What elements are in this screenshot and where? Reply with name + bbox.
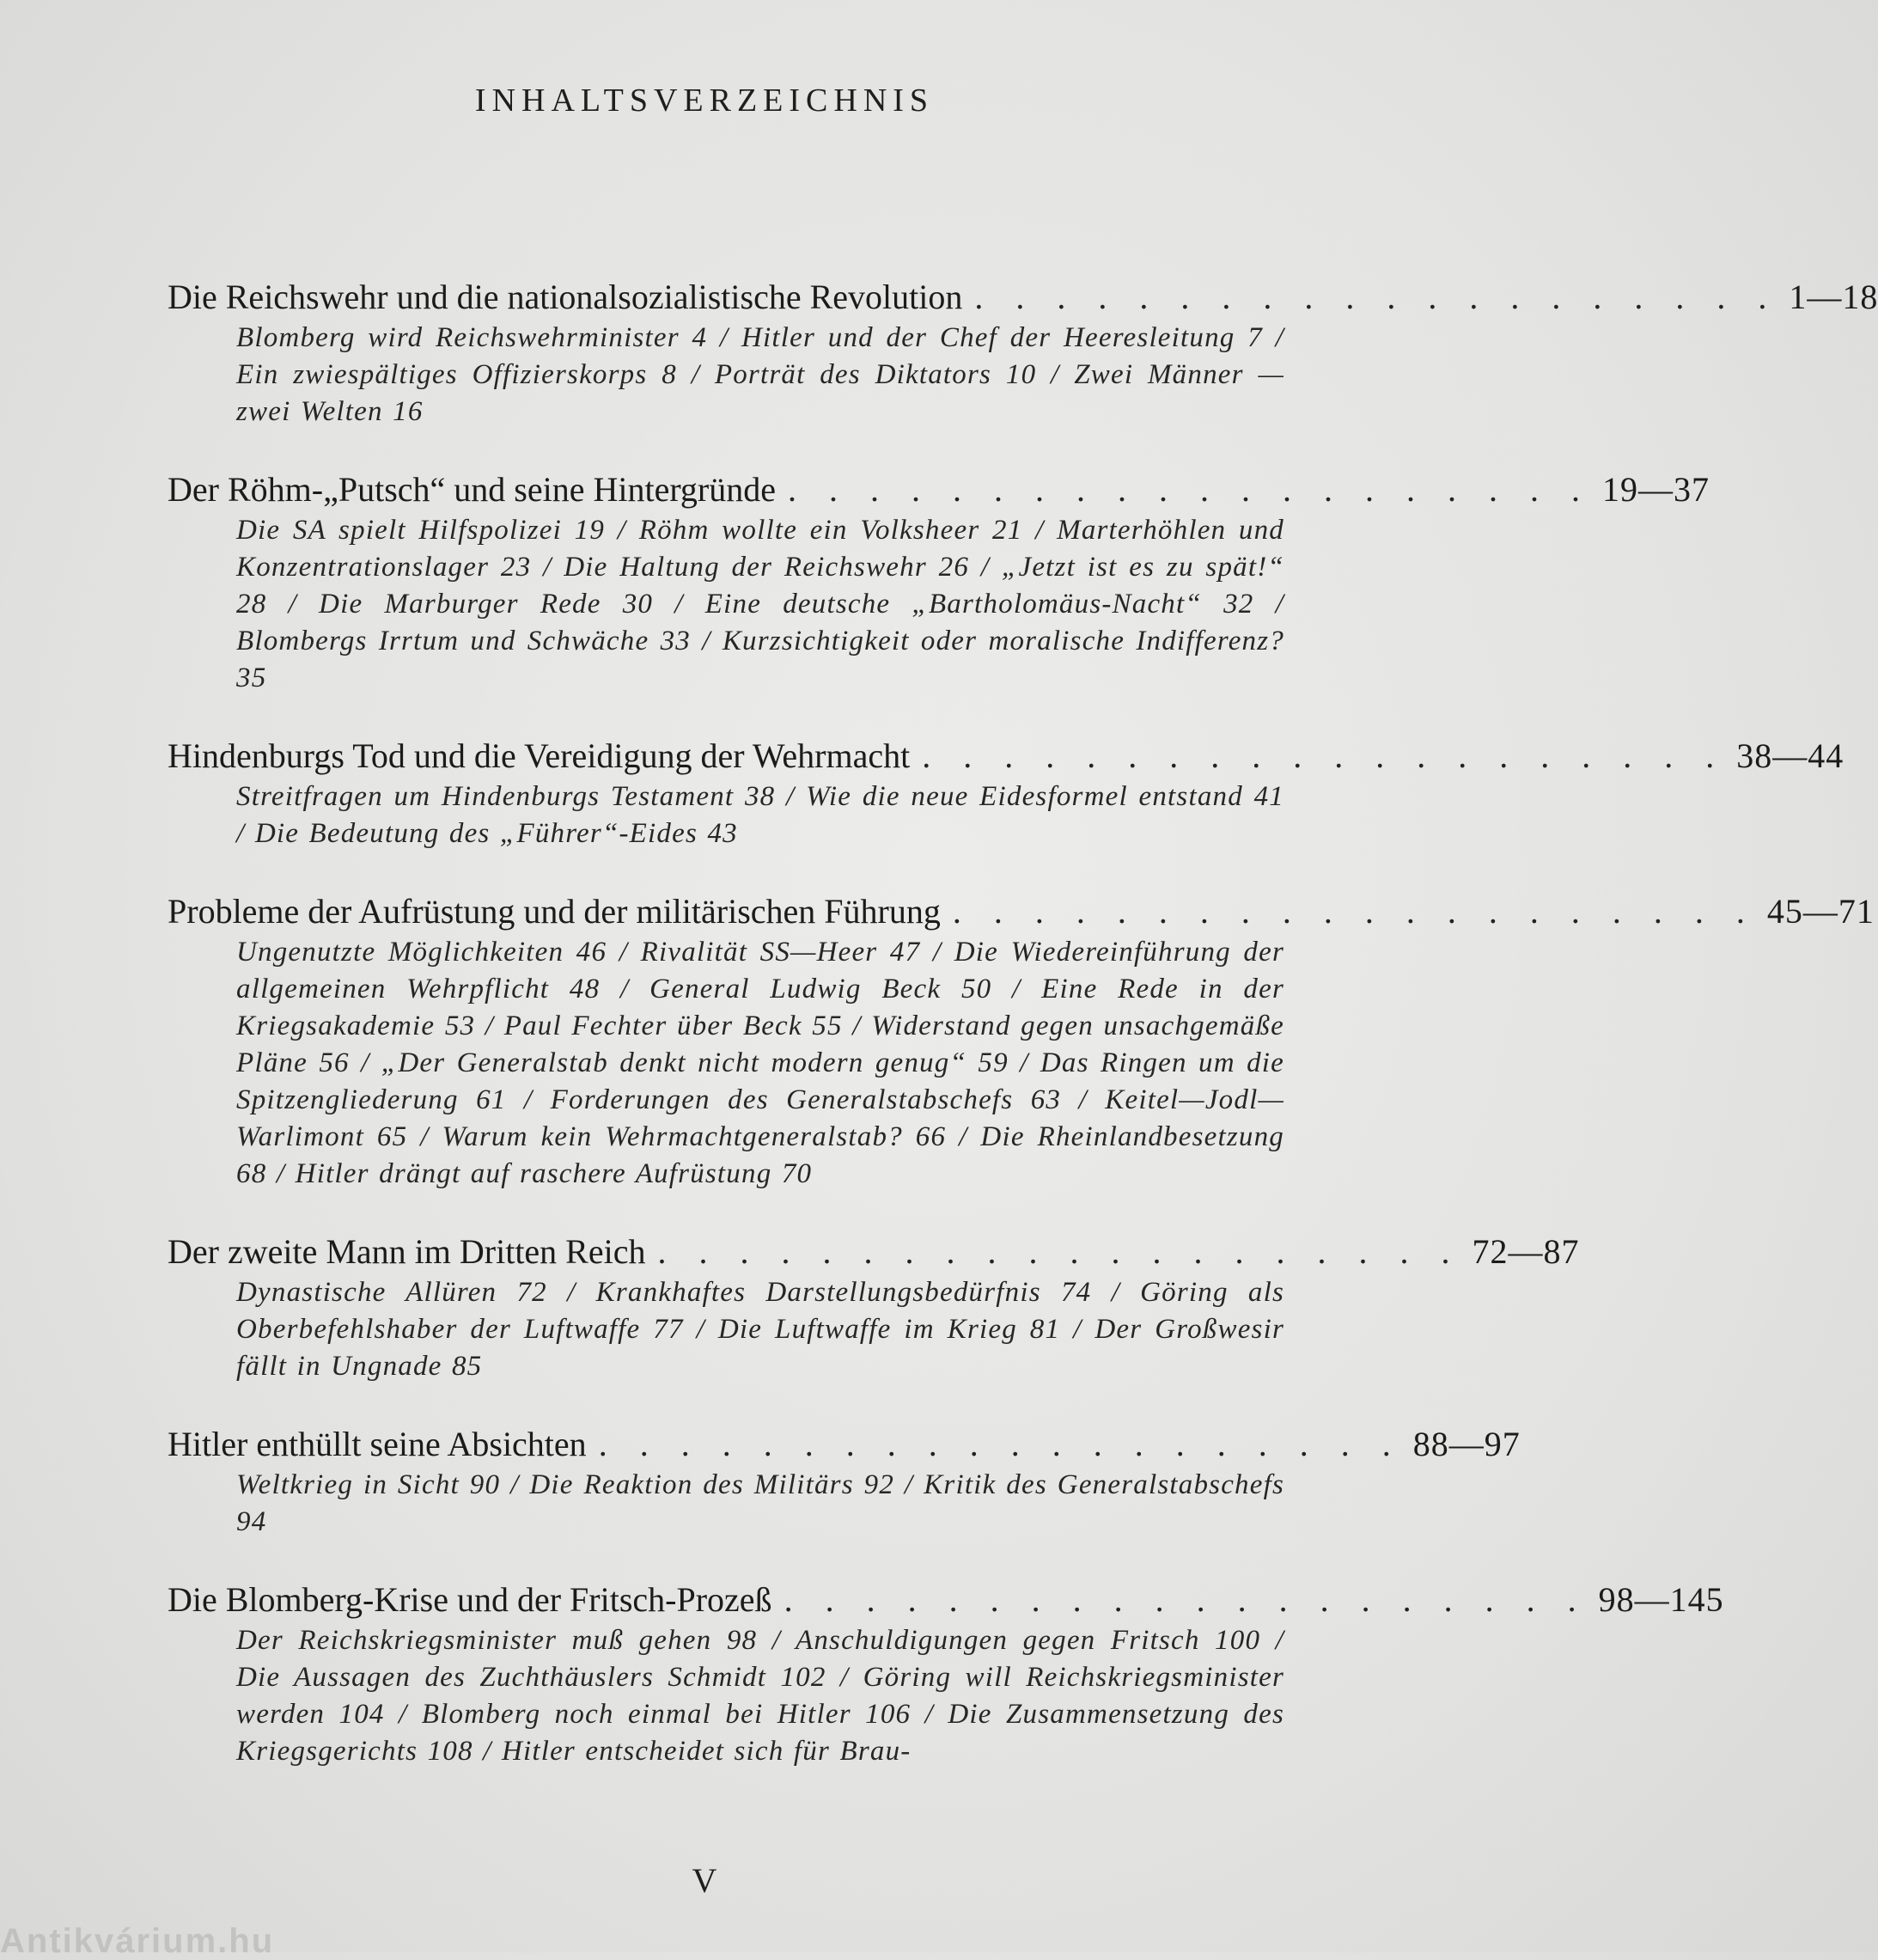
dot-leader: . . . . . . . . . . . . . . . . . . . . <box>657 1232 1462 1271</box>
chapter-title: Probleme der Aufrüstung und der militärischen Führung <box>168 892 941 931</box>
chapter-page-range: 98—145 <box>1598 1580 1724 1619</box>
chapter-subentries: Ungenutzte Möglichkeiten 46 / Rivalität SS—Heer 47 / Die Wiedereinführung der allgemeinen Wehrpflicht 48 / General Ludwig Beck 50 / Eine Rede in der Kriegsakademie 53 / Paul Fechter über Beck 55 / Widerstand gegen unsachgemäße Pläne 56 / „Der Generalstab denkt nicht modern genug“ 59 / Das Ringen um die Spitzengliederung 61 / Forderungen des Generalstabschefs 63 / Keitel—Jodl—Warlimont 65 / Warum kein Wehrmachtgeneralstab? 66 / Die Rheinlandbesetzung 68 / Hitler drängt auf raschere Aufrüstung 70 <box>236 937 1284 1189</box>
chapter-line <box>168 1230 1580 1274</box>
chapter-page-range: 72—87 <box>1472 1232 1580 1271</box>
chapter-page-range: 1—18 <box>1789 278 1878 316</box>
chapter-page-range: 45—71 <box>1766 892 1875 931</box>
chapter-line <box>168 1578 1724 1622</box>
toc-chapter-1 <box>168 275 1878 430</box>
chapter-line <box>168 889 1875 934</box>
toc-chapter-4 <box>168 889 1875 1193</box>
chapter-subentries: Dynastische Allüren 72 / Krankhaftes Darstellungsbedürfnis 74 / Göring als Oberbefehlshaber der Luftwaffe 77 / Die Luftwaffe im Krieg 81 / Der Großwesir fällt in Ungnade 85 <box>236 1277 1284 1382</box>
dot-leader: . . . . . . . . . . . . . . . . . . . . <box>784 1580 1588 1619</box>
dot-leader: . . . . . . . . . . . . . . . . . . . . <box>974 278 1779 316</box>
chapter-page-range: 19—37 <box>1602 470 1710 509</box>
toc-chapter-2 <box>168 467 1710 697</box>
dot-leader: . . . . . . . . . . . . . . . . . . . . <box>922 736 1727 775</box>
chapter-title: Hindenburgs Tod und die Vereidigung der Wehrmacht <box>168 736 911 775</box>
chapter-subentries: Die SA spielt Hilfspolizei 19 / Röhm wollte ein Volksheer 21 / Marterhöhlen und Konzentrationslager 23 / Die Haltung der Reichswehr 26 / „Jetzt ist es zu spät!“ 28 / Die Marburger Rede 30 / Eine deutsche „Bartholomäus-Nacht“ 32 / Blombergs Irrtum und Schwäche 33 / Kurzsichtigkeit oder moralische Indifferenz? 35 <box>236 515 1284 693</box>
toc-chapter-5 <box>168 1230 1580 1385</box>
chapter-line <box>168 734 1844 779</box>
page-heading: INHALTSVERZEICHNIS <box>474 82 935 119</box>
dot-leader: . . . . . . . . . . . . . . . . . . . . <box>952 892 1757 931</box>
chapter-subentries: Weltkrieg in Sicht 90 / Die Reaktion des Militärs 92 / Kritik des Generalstabschefs 94 <box>236 1469 1284 1537</box>
dot-leader: . . . . . . . . . . . . . . . . . . . . <box>788 470 1592 509</box>
chapter-title: Die Reichswehr und die nationalsozialistische Revolution <box>168 278 963 316</box>
chapter-title: Der zweite Mann im Dritten Reich <box>168 1232 646 1271</box>
chapter-subentries: Streitfragen um Hindenburgs Testament 38 / Wie die neue Eidesformel entstand 41 / Die Bedeutung des „Führer“-Eides 43 <box>236 781 1284 849</box>
chapter-subentries: Blomberg wird Reichswehrminister 4 / Hitler und der Chef der Heeresleitung 7 / Ein zwiespältiges Offizierskorps 8 / Porträt des Diktators 10 / Zwei Männer — zwei Welten 16 <box>236 322 1284 427</box>
chapter-title: Hitler enthüllt seine Absichten <box>168 1425 587 1463</box>
chapter-line <box>168 275 1878 320</box>
dot-leader: . . . . . . . . . . . . . . . . . . . . <box>598 1425 1403 1463</box>
watermark: Antikvárium.hu <box>0 1922 275 1960</box>
chapter-page-range: 38—44 <box>1736 736 1844 775</box>
toc-chapter-3 <box>168 734 1844 852</box>
toc-chapter-7 <box>168 1578 1724 1770</box>
chapter-title: Die Blomberg-Krise und der Fritsch-Prozeß <box>168 1580 772 1619</box>
table-of-contents <box>168 275 1878 1807</box>
page-number: V <box>692 1861 717 1900</box>
chapter-line <box>168 467 1710 512</box>
chapter-title: Der Röhm-„Putsch“ und seine Hintergründe <box>168 470 776 509</box>
chapter-page-range: 88—97 <box>1412 1425 1521 1463</box>
chapter-line <box>168 1422 1521 1467</box>
toc-chapter-6 <box>168 1422 1521 1541</box>
chapter-subentries: Der Reichskriegsminister muß gehen 98 / Anschuldigungen gegen Fritsch 100 / Die Aussagen des Zuchthäuslers Schmidt 102 / Göring will Reichskriegsminister werden 104 / Blomberg noch einmal bei Hitler 106 / Die Zusammensetzung des Kriegsgerichts 108 / Hitler entscheidet sich für Brau- <box>236 1625 1284 1767</box>
